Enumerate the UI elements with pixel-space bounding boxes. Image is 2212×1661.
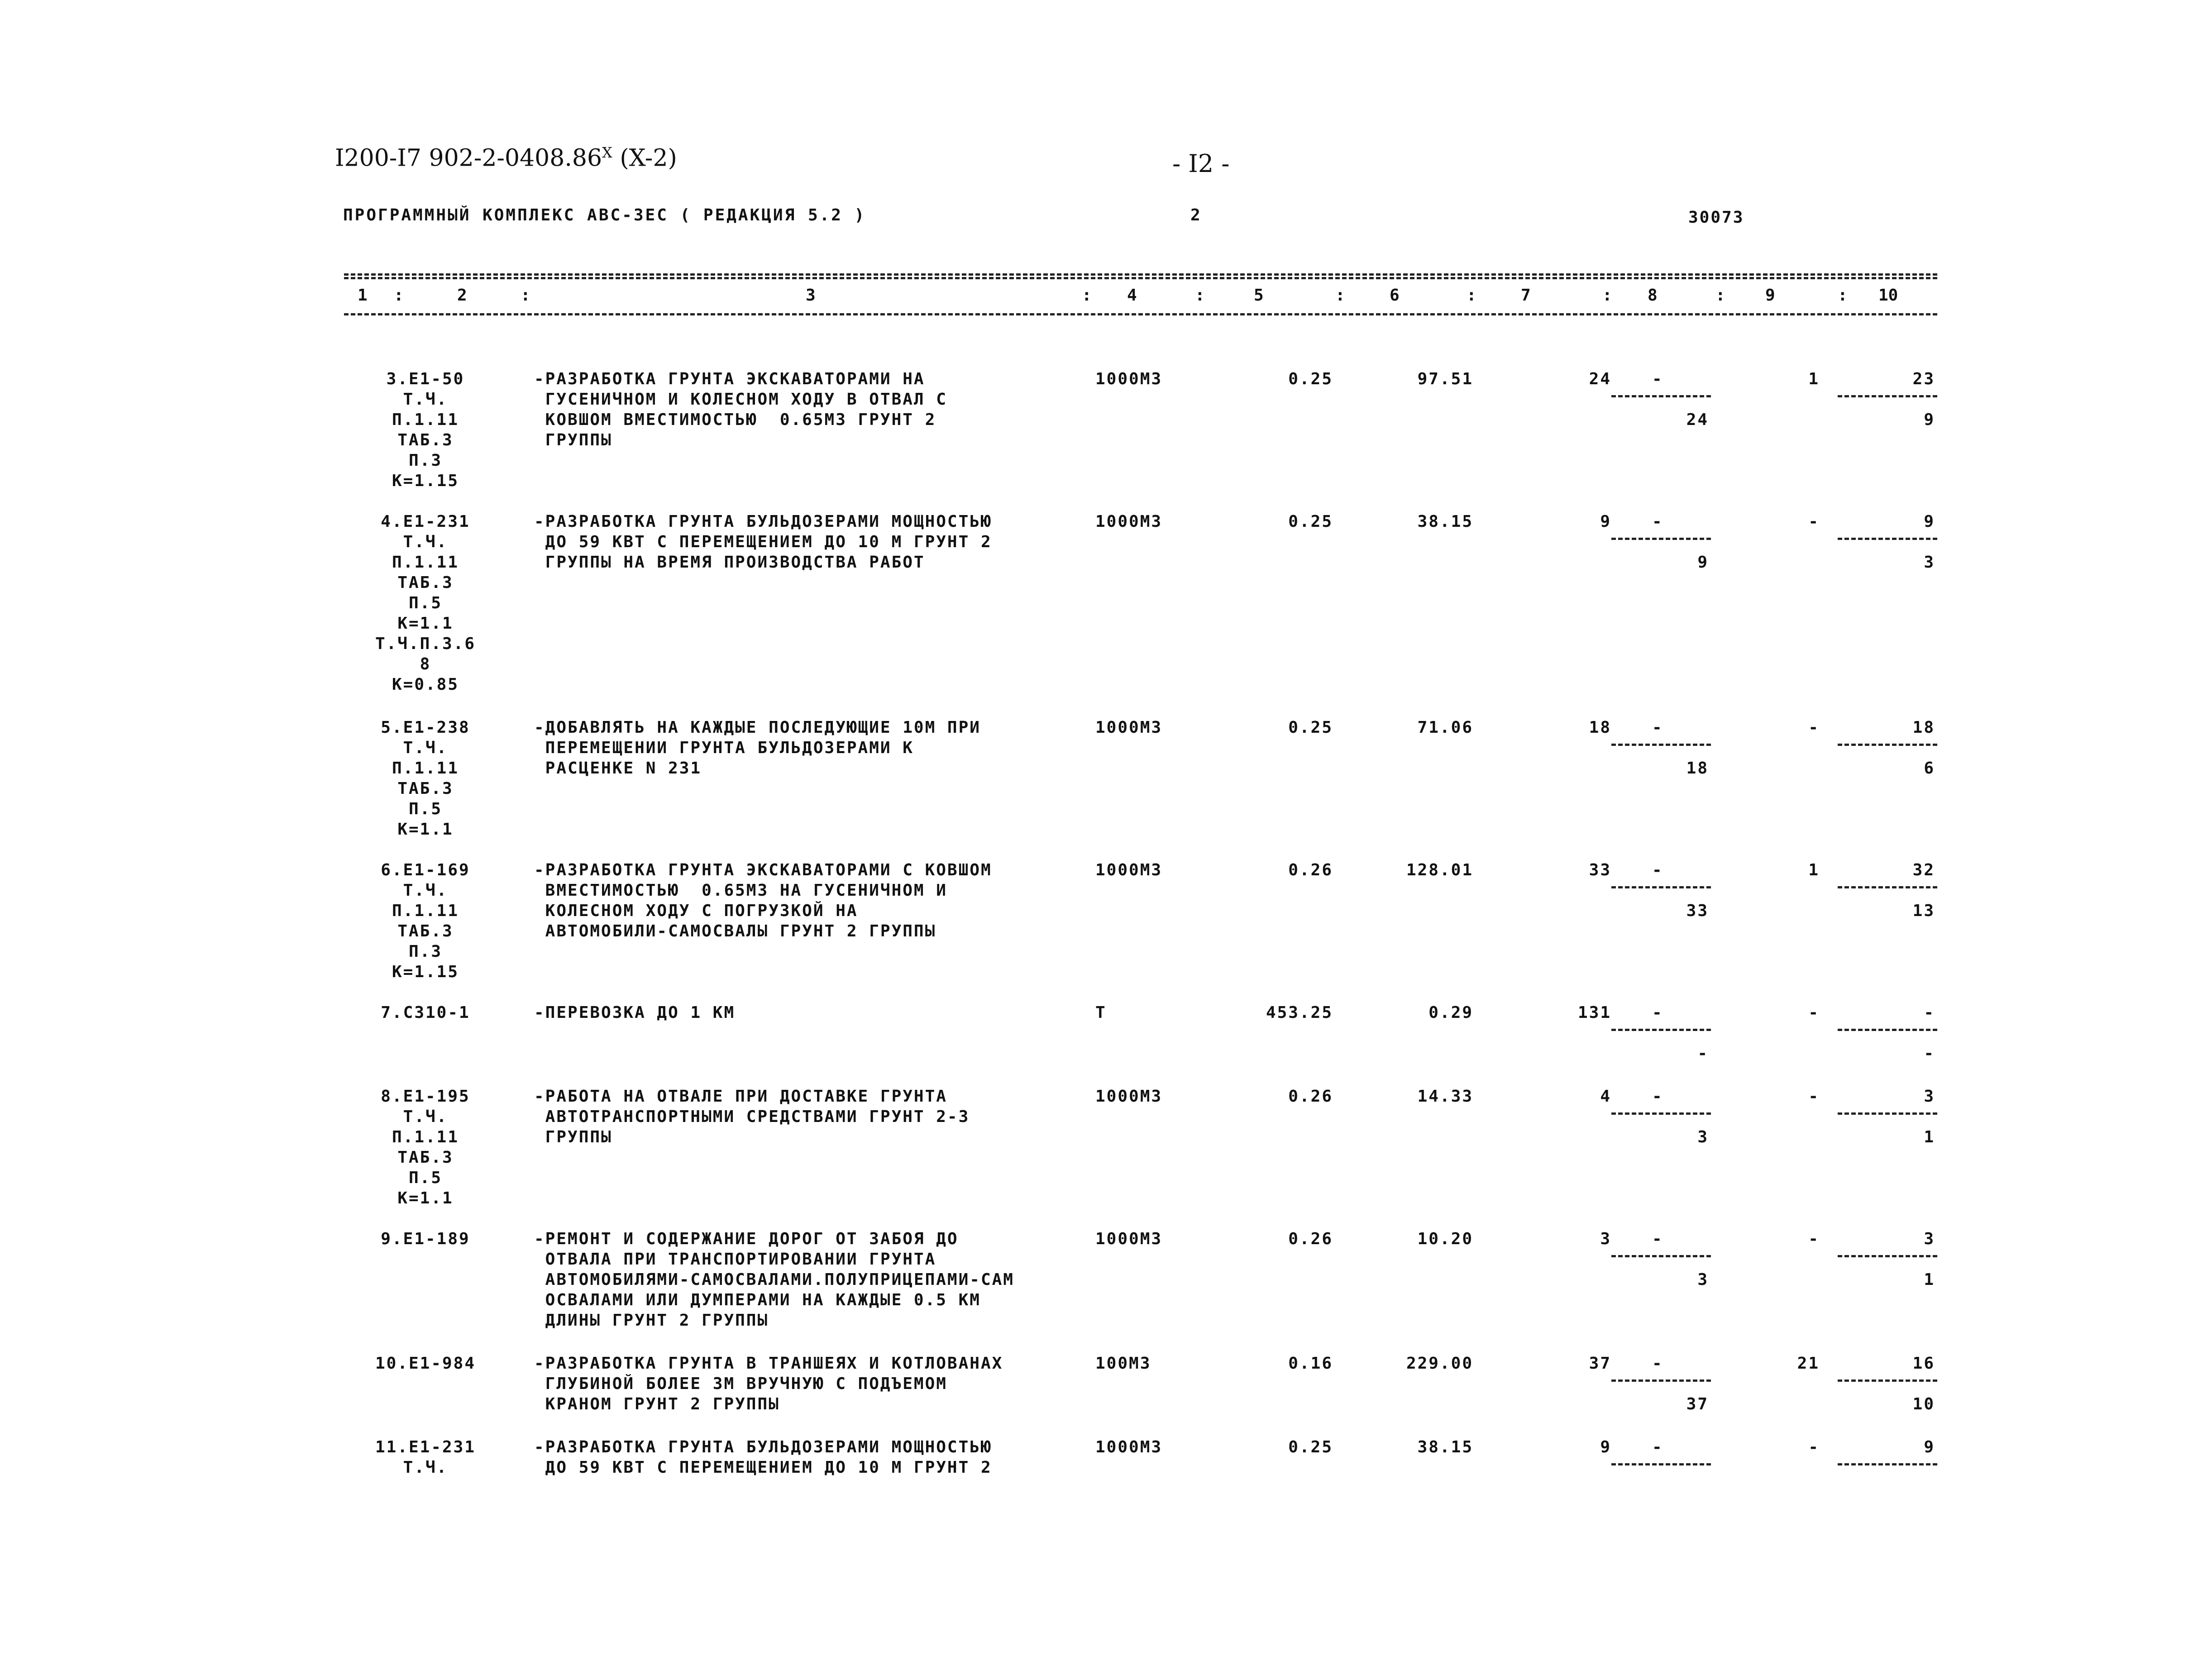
row-col9: - <box>1808 718 1820 737</box>
column-header-8: 8 <box>1648 286 1658 305</box>
row-unit-price: 10.20 <box>1417 1230 1473 1248</box>
row-unit-price: 229.00 <box>1406 1354 1473 1373</box>
row-col9: - <box>1808 1087 1820 1106</box>
row-col10-divider <box>1838 395 1937 397</box>
column-header-4: 4 <box>1127 286 1137 305</box>
column-separator: : <box>1467 286 1476 305</box>
column-header-2: 2 <box>457 286 467 305</box>
row-col10-top: 32 <box>1912 861 1935 879</box>
row-description: -РАЗРАБОТКА ГРУНТА БУЛЬДОЗЕРАМИ МОЩНОСТЬЮ ДО 59 КВТ С ПЕРЕМЕЩЕНИЕМ ДО 10 М ГРУНТ 2 ГРУППЫ НА ВРЕМЯ ПРОИЗВОДСТВА РАБОТ <box>534 512 992 572</box>
row-col10-divider <box>1838 886 1937 888</box>
column-separator: : <box>521 286 530 305</box>
row-unit: 1000М3 <box>1095 861 1163 879</box>
sheet-number: 2 <box>1190 206 1200 224</box>
row-col8-top: - <box>1652 1438 1663 1456</box>
column-separator: : <box>1195 286 1205 305</box>
row-id-cell: 5.Е1-238 Т.Ч. П.1.11 ТАБ.3 П.5 К=1.1 <box>381 718 470 839</box>
row-unit-price: 38.15 <box>1417 1438 1473 1456</box>
row-col8-divider <box>1611 886 1711 888</box>
row-col9: - <box>1808 1438 1820 1456</box>
program-title: ПРОГРАММНЫЙ КОМПЛЕКС АВС-3ЕС ( РЕДАКЦИЯ 5.2 ) <box>343 206 866 224</box>
row-quantity: 453.25 <box>1266 1003 1333 1022</box>
row-total: 33 <box>1589 861 1611 879</box>
row-id-cell: 11.Е1-231 Т.Ч. <box>375 1438 476 1477</box>
row-description: -ДОБАВЛЯТЬ НА КАЖДЫЕ ПОСЛЕДУЮЩИЕ 10М ПРИ ПЕРЕМЕЩЕНИИ ГРУНТА БУЛЬДОЗЕРАМИ К РАСЦЕНКЕ N 231 <box>534 718 981 778</box>
table-top-rule <box>344 273 1937 276</box>
row-col10-bottom: 1 <box>1924 1128 1935 1146</box>
row-col8-top: - <box>1652 1003 1663 1022</box>
row-quantity: 0.26 <box>1288 1087 1333 1106</box>
row-unit-price: 128.01 <box>1406 861 1473 879</box>
row-col10-top: 3 <box>1924 1087 1935 1106</box>
row-id-cell: 3.Е1-50 Т.Ч. П.1.11 ТАБ.3 П.3 К=1.15 <box>386 370 465 490</box>
row-quantity: 0.25 <box>1288 1438 1333 1456</box>
row-col10-bottom: 13 <box>1912 902 1935 920</box>
column-header-5: 5 <box>1254 286 1264 305</box>
row-col8-bottom: - <box>1697 1044 1709 1063</box>
row-col8-divider <box>1611 395 1711 397</box>
row-col10-top: 16 <box>1912 1354 1935 1373</box>
row-unit: 1000М3 <box>1095 718 1163 737</box>
row-quantity: 0.25 <box>1288 370 1333 388</box>
row-col9: - <box>1808 512 1820 531</box>
table-top-rule-2 <box>344 277 1937 279</box>
row-unit: 1000М3 <box>1095 1230 1163 1248</box>
row-total: 131 <box>1577 1003 1611 1022</box>
row-quantity: 0.16 <box>1288 1354 1333 1373</box>
row-description: -ПЕРЕВОЗКА ДО 1 КМ <box>534 1003 736 1022</box>
row-col10-top: 23 <box>1912 370 1935 388</box>
row-col10-bottom: 1 <box>1924 1270 1935 1289</box>
row-col10-bottom: 10 <box>1912 1395 1935 1413</box>
row-description: -РАЗРАБОТКА ГРУНТА БУЛЬДОЗЕРАМИ МОЩНОСТЬЮ ДО 59 КВТ С ПЕРЕМЕЩЕНИЕМ ДО 10 М ГРУНТ 2 <box>534 1438 992 1477</box>
row-col8-bottom: 18 <box>1686 759 1709 778</box>
row-col9: 1 <box>1808 861 1820 879</box>
row-col9: 1 <box>1808 370 1820 388</box>
row-col8-divider <box>1611 1112 1711 1115</box>
row-col10-divider <box>1838 1463 1937 1465</box>
row-col10-top: 9 <box>1924 1438 1935 1456</box>
row-total: 9 <box>1600 1438 1611 1456</box>
row-unit: 1000М3 <box>1095 1438 1163 1456</box>
row-col8-top: - <box>1652 1230 1663 1248</box>
row-description: -РАБОТА НА ОТВАЛЕ ПРИ ДОСТАВКЕ ГРУНТА АВТОТРАНСПОРТНЫМИ СРЕДСТВАМИ ГРУНТ 2-3 ГРУППЫ <box>534 1087 970 1146</box>
column-header-9: 9 <box>1765 286 1775 305</box>
row-unit-price: 0.29 <box>1428 1003 1473 1022</box>
row-col9: - <box>1808 1003 1820 1022</box>
row-unit-price: 14.33 <box>1417 1087 1473 1106</box>
row-col8-bottom: 3 <box>1697 1270 1709 1289</box>
row-col8-bottom: 33 <box>1686 902 1709 920</box>
row-col8-divider <box>1611 1255 1711 1257</box>
row-col10-divider <box>1838 1029 1937 1031</box>
row-col10-top: 18 <box>1912 718 1935 737</box>
row-description: -РАЗРАБОТКА ГРУНТА ЭКСКАВАТОРАМИ С КОВШОМ ВМЕСТИМОСТЬЮ 0.65М3 НА ГУСЕНИЧНОМ И КОЛЕСНОМ ХОДУ С ПОГРУЗКОЙ НА АВТОМОБИЛИ-САМОСВАЛЫ ГРУНТ 2 ГРУППЫ <box>534 861 992 940</box>
column-separator: : <box>394 286 404 305</box>
row-unit: 1000М3 <box>1095 1087 1163 1106</box>
row-col10-bottom: 9 <box>1924 410 1935 429</box>
row-total: 9 <box>1600 512 1611 531</box>
document-code-main: I200-I7 902-2-0408.86 <box>335 144 602 172</box>
row-col8-top: - <box>1652 1087 1663 1106</box>
column-header-10: 10 <box>1878 286 1898 305</box>
row-col8-top: - <box>1652 1354 1663 1373</box>
row-col10-bottom: 6 <box>1924 759 1935 778</box>
column-header-1: 1 <box>358 286 368 305</box>
document-code <box>335 144 677 172</box>
row-col8-bottom: 9 <box>1697 553 1709 572</box>
row-col10-divider <box>1838 1255 1937 1257</box>
row-unit-price: 71.06 <box>1417 718 1473 737</box>
table-header-bottom-rule <box>344 313 1937 315</box>
row-total: 18 <box>1589 718 1611 737</box>
row-quantity: 0.26 <box>1288 861 1333 879</box>
column-separator: : <box>1602 286 1612 305</box>
row-col8-divider <box>1611 1379 1711 1382</box>
column-separator: : <box>1082 286 1092 305</box>
row-id-cell: 7.С310-1 <box>381 1003 470 1022</box>
row-id-cell: 4.Е1-231 Т.Ч. П.1.11 ТАБ.3 П.5 К=1.1 Т.Ч.П.3.6 8 К=0.85 <box>375 512 476 694</box>
row-quantity: 0.26 <box>1288 1230 1333 1248</box>
row-quantity: 0.25 <box>1288 718 1333 737</box>
row-description: -РАЗРАБОТКА ГРУНТА В ТРАНШЕЯХ И КОТЛОВАНАХ ГЛУБИНОЙ БОЛЕЕ 3М ВРУЧНУЮ С ПОДЪЕМОМ КРАНОМ ГРУНТ 2 ГРУППЫ <box>534 1354 1003 1413</box>
row-id-cell: 9.Е1-189 <box>381 1230 470 1248</box>
row-total: 37 <box>1589 1354 1611 1373</box>
row-total: 24 <box>1589 370 1611 388</box>
row-unit: 1000М3 <box>1095 512 1163 531</box>
row-col10-bottom: 3 <box>1924 553 1935 572</box>
row-col9: 21 <box>1797 1354 1820 1373</box>
row-description: -РАЗРАБОТКА ГРУНТА ЭКСКАВАТОРАМИ НА ГУСЕНИЧНОМ И КОЛЕСНОМ ХОДУ В ОТВАЛ С КОВШОМ ВМЕСТИМОСТЬЮ 0.65М3 ГРУНТ 2 ГРУППЫ <box>534 370 947 449</box>
row-quantity: 0.25 <box>1288 512 1333 531</box>
row-col8-top: - <box>1652 370 1663 388</box>
row-col8-bottom: 3 <box>1697 1128 1709 1146</box>
row-col8-bottom: 37 <box>1686 1395 1709 1413</box>
row-description: -РЕМОНТ И СОДЕРЖАНИЕ ДОРОГ ОТ ЗАБОЯ ДО ОТВАЛА ПРИ ТРАНСПОРТИРОВАНИИ ГРУНТА АВТОМОБИЛЯМИ-САМОСВАЛАМИ.ПОЛУПРИЦЕПАМИ-САМ ОСВАЛАМИ ИЛИ ДУМПЕРАМИ НА КАЖДЫЕ 0.5 КМ ДЛИНЫ ГРУНТ 2 ГРУППЫ <box>534 1230 1014 1330</box>
column-header-3: 3 <box>806 286 816 305</box>
row-col10-divider <box>1838 744 1937 746</box>
row-unit: 1000М3 <box>1095 370 1163 388</box>
row-total: 4 <box>1600 1087 1611 1106</box>
row-total: 3 <box>1600 1230 1611 1248</box>
row-col9: - <box>1808 1230 1820 1248</box>
row-id-cell: 6.Е1-169 Т.Ч. П.1.11 ТАБ.3 П.3 К=1.15 <box>381 861 470 981</box>
row-col8-bottom: 24 <box>1686 410 1709 429</box>
document-id: 30073 <box>1688 208 1744 227</box>
column-separator: : <box>1715 286 1725 305</box>
row-col8-divider <box>1611 1463 1711 1465</box>
row-col10-top: 3 <box>1924 1230 1935 1248</box>
column-separator: : <box>1838 286 1848 305</box>
row-unit: Т <box>1095 1003 1107 1022</box>
page-number: - I2 - <box>1172 149 1230 178</box>
document-code-superscript: X <box>602 144 612 161</box>
row-id-cell: 10.Е1-984 <box>375 1354 476 1373</box>
row-col8-top: - <box>1652 718 1663 737</box>
row-unit: 100М3 <box>1095 1354 1151 1373</box>
row-id-cell: 8.Е1-195 Т.Ч. П.1.11 ТАБ.3 П.5 К=1.1 <box>381 1087 470 1208</box>
row-col8-divider <box>1611 744 1711 746</box>
row-unit-price: 97.51 <box>1417 370 1473 388</box>
row-col10-divider <box>1838 1379 1937 1382</box>
row-col8-top: - <box>1652 861 1663 879</box>
column-separator: : <box>1335 286 1345 305</box>
row-col8-divider <box>1611 1029 1711 1031</box>
row-col10-divider <box>1838 538 1937 540</box>
row-col10-divider <box>1838 1112 1937 1115</box>
column-header-6: 6 <box>1390 286 1400 305</box>
document-code-suffix: (X-2) <box>612 144 677 172</box>
column-header-7: 7 <box>1521 286 1531 305</box>
row-col10-bottom: - <box>1924 1044 1935 1063</box>
row-col8-top: - <box>1652 512 1663 531</box>
row-col8-divider <box>1611 538 1711 540</box>
row-unit-price: 38.15 <box>1417 512 1473 531</box>
row-col10-top: - <box>1924 1003 1935 1022</box>
row-col10-top: 9 <box>1924 512 1935 531</box>
